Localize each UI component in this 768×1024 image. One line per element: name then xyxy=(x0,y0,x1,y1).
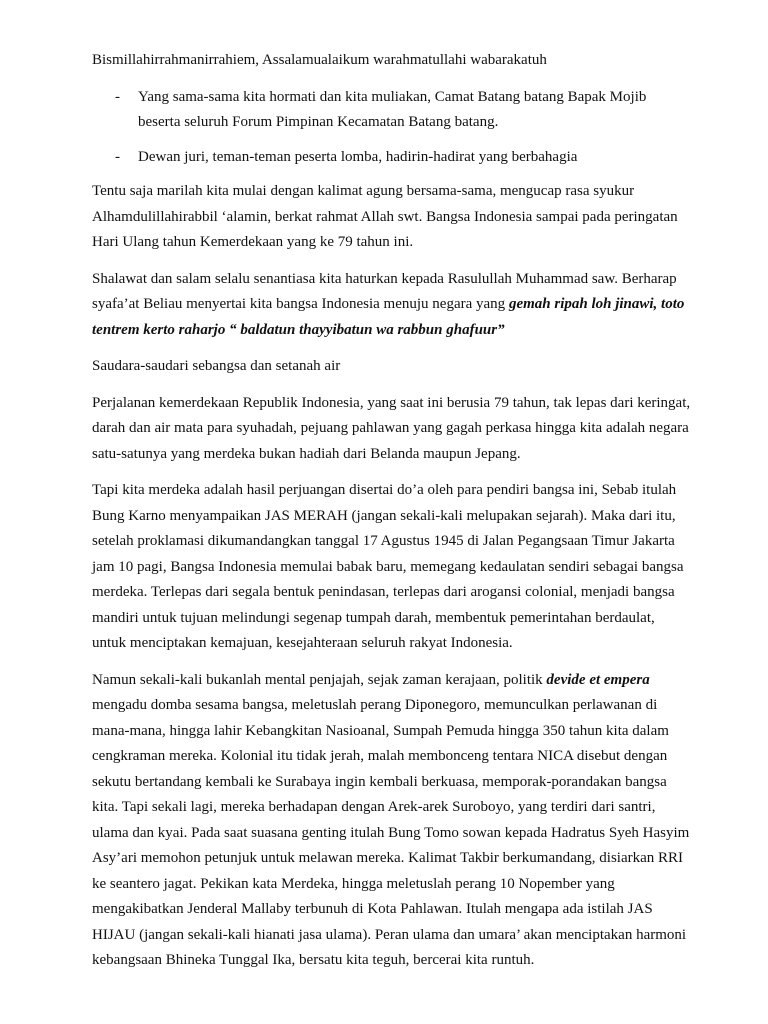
history-paragraph xyxy=(92,668,692,974)
history-emphasis: devide et empera xyxy=(546,671,650,688)
journey-paragraph: Perjalanan kemerdekaan Republik Indonesia, yang saat ini berusia 79 tahun, tak lepas dari keringat, darah dan air mata para syuhadah, pejuang pahlawan yang gagah perkasa hingga kita adalah negara satu-satunya yang merdeka bukan hadiah dari Belanda maupun Jepang. xyxy=(92,394,691,462)
bullet-dash: - xyxy=(115,88,120,105)
salutation-list xyxy=(92,85,692,171)
shalawat-paragraph xyxy=(92,267,692,344)
shalawat-emphasis: gemah ripah loh jinawi, toto tentrem kerto raharjo “ baldatun thayyibatun wa rabbun ghafuur” xyxy=(92,296,685,338)
document-page xyxy=(92,48,692,985)
history-text-before: Namun sekali-kali bukanlah mental penjajah, sejak zaman kerajaan, politik xyxy=(92,671,547,688)
list-item-text: Yang sama-sama kita hormati dan kita muliakan, Camat Batang batang Bapak Mojib beserta seluruh Forum Pimpinan Kecamatan Batang batang. xyxy=(138,88,647,130)
struggle-paragraph: Tapi kita merdeka adalah hasil perjuangan disertai do’a oleh para pendiri bangsa ini, Sebab itulah Bung Karno menyampaikan JAS MERAH (jangan sekali-kali melupakan sejarah). Maka dari itu, setelah proklamasi dikumandangkan tanggal 17 Agustus 1945 di Jalan Pegangsaan Timur Jakarta jam 10 pagi, Bangsa Indonesia memulai babak baru, memegang kedaulatan sendiri sebagai bangsa merdeka. Terlepas dari segala bentuk penindasan, terlepas dari arogansi colonial, menjadi bangsa mandiri untuk tujuan melindungi segenap tumpah darah, membentuk pemerintahan berdaulat, untuk menciptakan kemajuan, kesejahteraan seluruh rakyat Indonesia. xyxy=(92,482,684,651)
gratitude-paragraph: Tentu saja marilah kita mulai dengan kalimat agung bersama-sama, mengucap rasa syukur Alhamdulillahirabbil ‘alamin, berkat rahmat Allah swt. Bangsa Indonesia sampai pada peringatan Hari Ulang tahun Kemerdekaan yang ke 79 tahun ini. xyxy=(92,183,678,250)
greeting-paragraph: Bismillahirrahmanirrahiem, Assalamualaikum warahmatullahi wabarakatuh xyxy=(92,52,547,68)
history-text-after: mengadu domba sesama bangsa, meletuslah perang Diponegoro, memunculkan perlawanan di mana-mana, hingga lahir Kebangkitan Nasioanal, Sumpah Pemuda hingga 350 tahun kita dalam cengkraman mereka. Kolonial itu tidak jerah, malah membonceng tentara NICA disebut dengan sekutu bertandang kembali ke Surabaya ingin kembali berkuasa, memporak-porandakan bangsa kita. Tapi sekali lagi, mereka berhadapan dengan Arek-arek Suroboyo, yang terdiri dari santri, ulama dan kyai. Pada saat suasana genting itulah Bung Tomo sowan kepada Hadratus Syeh Hasyim Asy’ari memohon petunjuk untuk melawan mereka. Kalimat Takbir berkumandang, disiarkan RRI ke seantero jagat. Pekikan kata Merdeka, hingga meletuslah perang 10 Nopember yang mengakibatkan Jenderal Mallaby terbunuh di Kota Pahlawan. Itulah mengapa ada istilah JAS HIJAU (jangan sekali-kali hianati jasa ulama). Peran ulama dan umara’ akan menciptakan harmoni kebangsaan Bhineka Tunggal Ika, bersatu kita teguh, bercerai kita runtuh. xyxy=(92,697,690,968)
list-item-text: Dewan juri, teman-teman peserta lomba, hadirin-hadirat yang berbahagia xyxy=(138,148,578,165)
list-item xyxy=(92,85,692,136)
list-item xyxy=(92,145,692,171)
address-paragraph: Saudara-saudari sebangsa dan setanah air xyxy=(92,358,341,374)
shalawat-text: Shalawat dan salam selalu senantiasa kita haturkan kepada Rasulullah Muhammad saw. Berharap syafa’at Beliau menyertai kita bangsa Indonesia menuju negara yang xyxy=(92,270,677,312)
bullet-dash: - xyxy=(115,148,120,165)
